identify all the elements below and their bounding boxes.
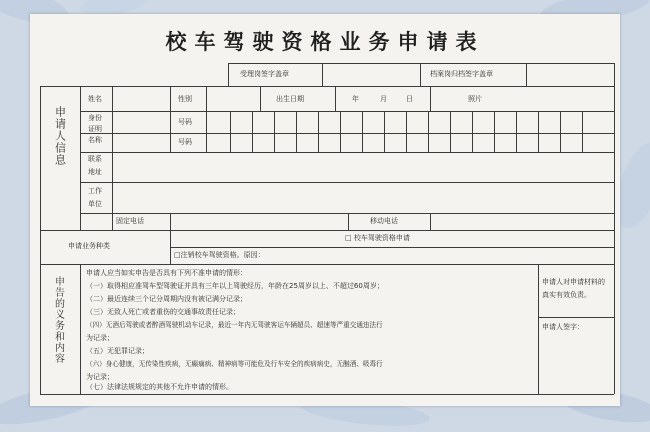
digit-box-line [516,111,517,152]
day-label: 日 [406,95,413,103]
row-line [40,230,614,231]
obligations-label: 申告的义务和内容 [52,276,64,364]
column-line [538,264,539,394]
birth-date-label: 出生日期 [276,95,304,103]
application-form [30,14,620,406]
obligation-line: 为记录； [86,373,114,381]
digit-box-line [274,111,275,152]
row-line [80,133,614,134]
digit-box-line [428,111,429,152]
column-line [206,111,207,152]
obligation-line: 申请人应当如实申告是否具有下列不准申请的情形： [86,269,247,277]
table-right-line [614,63,615,394]
digit-box-line [230,111,231,152]
digit-box-line [384,111,385,152]
digit-box-line [450,111,451,152]
row-line [538,317,614,318]
column-line [170,213,171,230]
cancel-option-checkbox[interactable]: □注销校车驾驶资格。原因： [174,251,265,259]
row-line [40,264,614,265]
header-divider [420,63,421,86]
obligation-line: （六）身心健康，无传染性疾病，无癫痫病、精神病等可能危及行车安全的疾病病史，无酗酒、吸毒行 [86,360,383,368]
label-column-line [112,86,113,230]
landline-label: 固定电话 [116,217,144,225]
accept-signature-label: 受理岗签字盖章 [240,70,289,78]
number-label: 号码 [178,118,192,126]
header-divider [526,63,527,86]
column-line [335,86,336,111]
obligation-line: （一）取得相应准驾车型驾驶证并具有三年以上驾驶经历，年龄在25周岁以上、不超过60周岁； [86,282,384,290]
column-line [170,230,171,264]
header-left-line [228,63,229,86]
form-title: 校车驾驶资格业务申请表 [165,29,485,54]
obligation-line: （七）法律法规规定的其他不允许申请的情形。 [86,383,233,391]
apply-option-checkbox[interactable]: □ 校车驾驶资格申请 [345,234,410,242]
obligation-line: （三）无致人死亡或者重伤的交通事故责任记录； [86,308,240,316]
row-line [170,247,614,248]
digit-box-line [340,111,341,152]
digit-box-line [318,111,319,152]
table-bottom-line [40,394,614,395]
obligation-line: （五）无犯罪记录； [86,347,149,355]
id-doc-label: 证明 [88,125,102,133]
digit-box-line [362,111,363,152]
section-divider [80,86,81,230]
row-line [80,213,614,214]
table-top-line [40,86,614,87]
obligation-line: （二）最近连续三个记分周期内没有被记满分记录； [86,295,247,303]
number-label: 号码 [178,138,192,146]
id-doc-label: 身份 [88,114,102,122]
column-line [260,86,261,111]
column-line [430,86,431,111]
gender-label: 性别 [178,95,192,103]
table-left-line [40,86,41,394]
obligation-line: 为记录； [86,334,114,342]
mobile-label: 移动电话 [370,217,398,225]
digit-box-line [472,111,473,152]
year-label: 年 [352,95,359,103]
header-divider [322,63,323,86]
digit-box-line [494,111,495,152]
digit-box-line [560,111,561,152]
column-line [348,213,349,230]
column-line [170,111,171,152]
work-unit-label: 单位 [88,200,102,208]
contact-address-label: 联系 [88,155,102,163]
digit-box-line [406,111,407,152]
contact-address-label: 地址 [88,168,102,176]
header-top-line [228,63,614,64]
column-line [170,86,171,111]
declaration-text: 申请人对申请材料的真实有效负责。 [542,278,605,299]
digit-box-line [296,111,297,152]
obligation-line: （四）无酒后驾驶或者醉酒驾驶机动车记录，最近一年内无驾驶客运车辆超员、超速等严重交通违法行 [86,321,383,329]
name-label: 姓名 [88,95,102,103]
digit-box-line [582,111,583,152]
digit-box-line [252,111,253,152]
column-line [80,264,81,394]
row-line [80,152,614,153]
archive-signature-label: 档案岗归档签字盖章 [430,70,493,78]
row-line [80,182,614,183]
photo-label: 照片 [468,95,482,103]
id-doc-label: 名称 [88,136,102,144]
column-line [430,213,431,230]
month-label: 月 [380,95,387,103]
column-line [206,86,207,111]
work-unit-label: 工作 [88,187,102,195]
row-line [80,111,614,112]
applicant-section-label: 申请人信息 [53,106,67,166]
digit-box-line [538,111,539,152]
signature-label: 申请人签字： [542,323,584,331]
business-type-label: 申请业务种类 [68,242,110,250]
